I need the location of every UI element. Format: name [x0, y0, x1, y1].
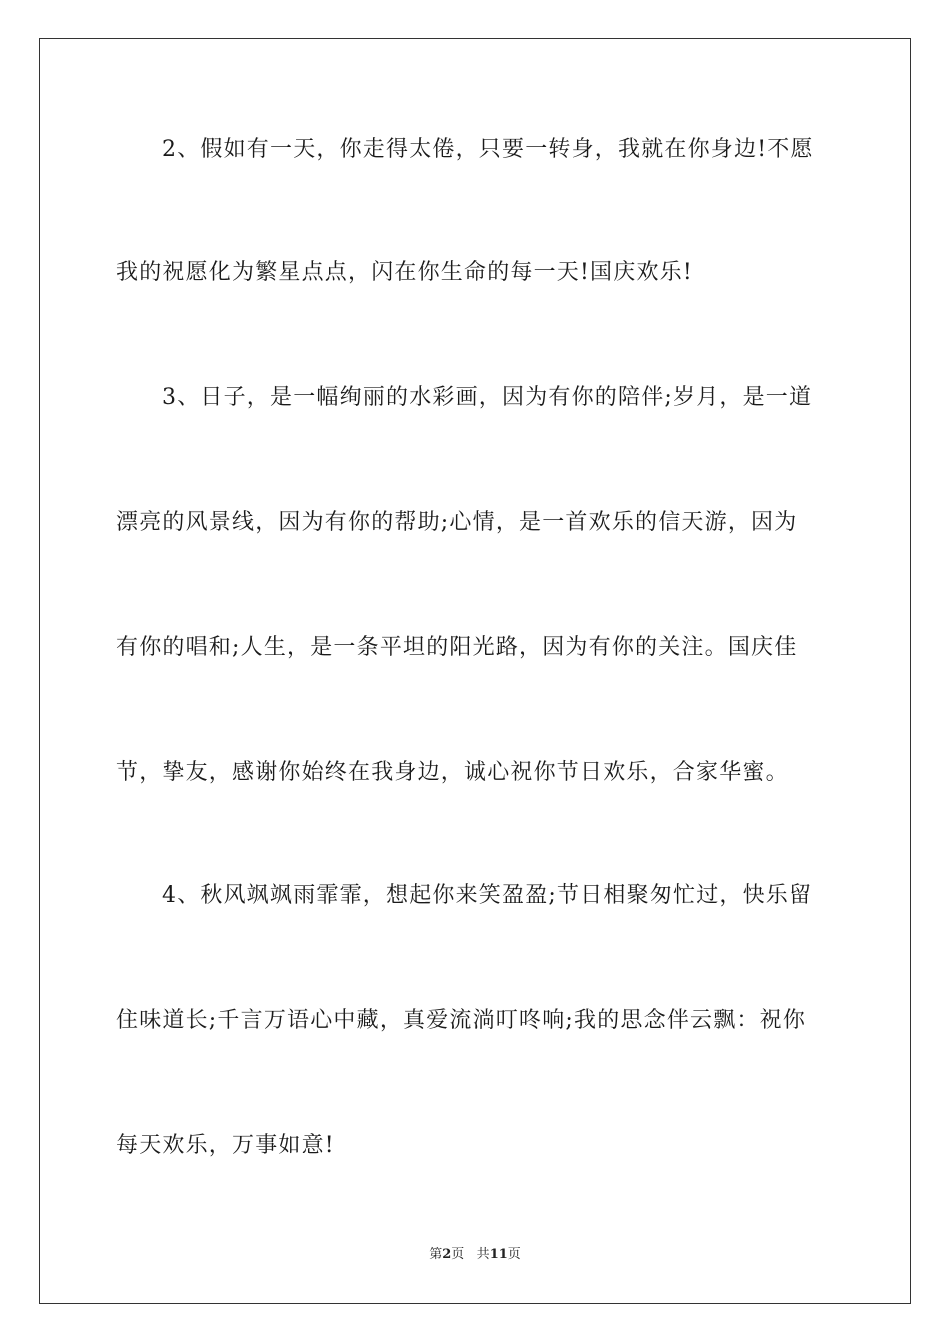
paragraph-3-line-4: 节，挚友，感谢你始终在我身边，诚心祝你节日欢乐，合家华蜜。	[116, 760, 789, 785]
paragraph-3-line-3: 有你的唱和;人生，是一条平坦的阳光路，因为有你的关注。国庆佳	[116, 635, 798, 660]
paragraph-4-line-3: 每天欢乐，万事如意!	[116, 1133, 335, 1158]
footer-total-pages: 11	[489, 1247, 508, 1262]
paragraph-3-line-1: 3、日子，是一幅绚丽的水彩画，因为有你的陪伴;岁月，是一道	[162, 385, 813, 410]
footer-total-prefix: 共	[476, 1247, 490, 1262]
footer-total-suffix: 页	[507, 1247, 521, 1262]
footer-page-number: 2	[442, 1247, 452, 1262]
paragraph-4-line-2: 住味道长;千言万语心中藏，真爱流淌叮咚响;我的思念伴云飘：祝你	[116, 1008, 807, 1033]
footer-page-suffix: 页	[451, 1247, 465, 1262]
paragraph-4-line-1: 4、秋风飒飒雨霏霏，想起你来笑盈盈;节日相聚匆忙过，快乐留	[162, 883, 813, 908]
paragraph-2-line-2: 我的祝愿化为繁星点点，闪在你生命的每一天!国庆欢乐!	[116, 260, 693, 285]
paragraph-2-line-1: 2、假如有一天，你走得太倦，只要一转身，我就在你身边!不愿	[162, 137, 814, 162]
page-footer	[0, 1246, 950, 1264]
paragraph-3-line-2: 漂亮的风景线，因为有你的帮助;心情，是一首欢乐的信天游，因为	[116, 510, 798, 535]
footer-page-prefix: 第	[429, 1247, 443, 1262]
page-border	[39, 38, 911, 1304]
